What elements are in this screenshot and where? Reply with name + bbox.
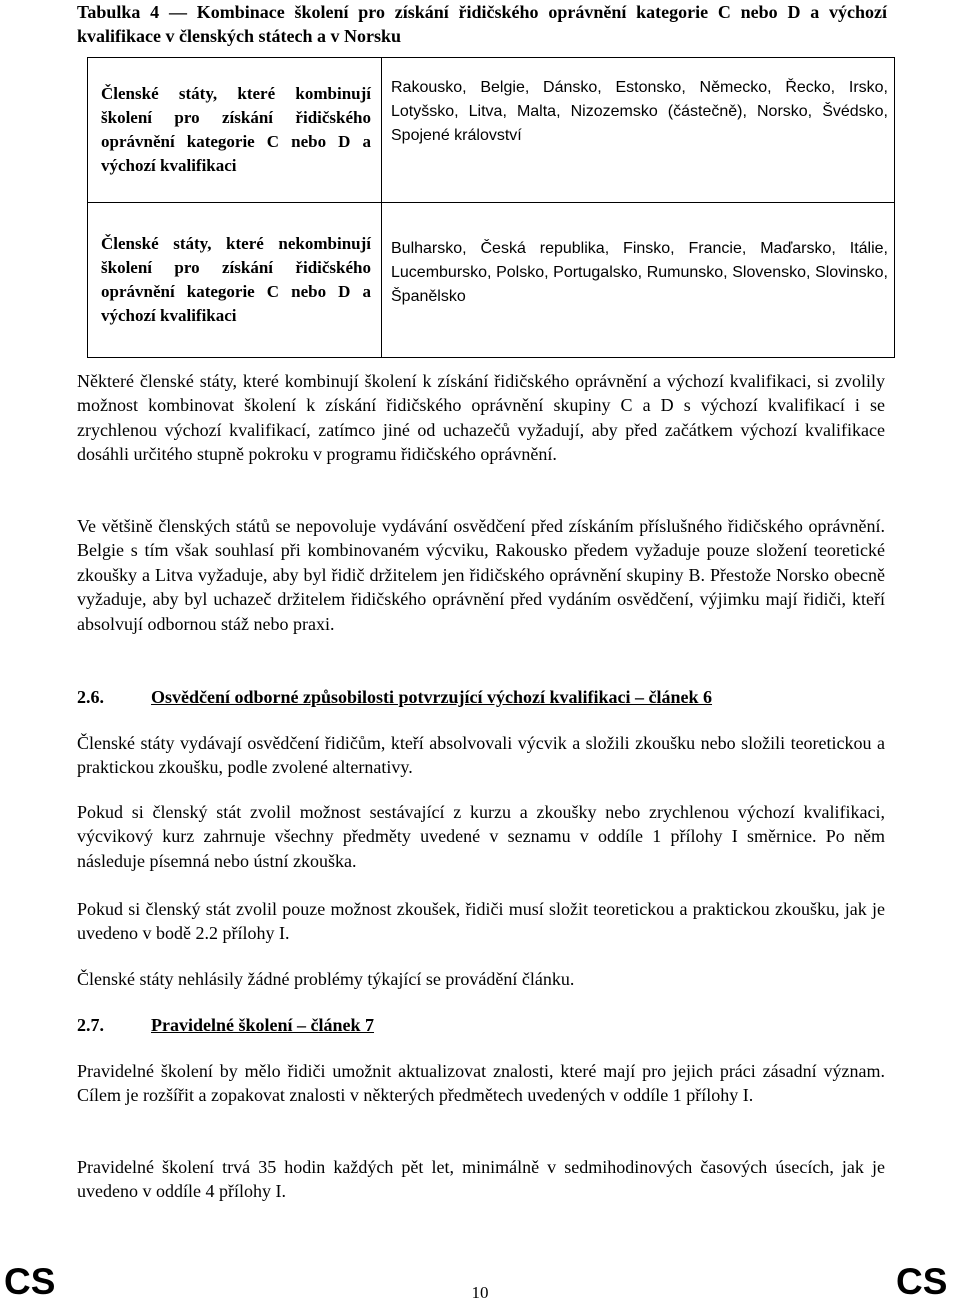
section-number: 2.6. (77, 687, 104, 707)
paragraph-5 (77, 897, 885, 946)
footer-language-code-right: CS (896, 1261, 948, 1302)
paragraph-text: Některé členské státy, které kombinují školení k získání řidičského oprávnění a výchozí kvalifikaci, si zvolily možnost kombinovat školení k získání řidičského oprávnění skupiny C a D s výchozí kvalifikací i se zrychlenou výchozí kvalifikací, zatímco jiné od uchazečů vyžadují, aby před začátkem výchozí kvalifikace dosáhli určitého stupně pokroku v programu řidičského oprávnění. (77, 371, 885, 465)
table-row (88, 203, 895, 358)
paragraph-text: Ve většině členských států se nepovoluje vydávání osvědčení před získáním příslušného řidičského oprávnění. Belgie s tím však souhlasí při kombinovaném výcviku, Rakousko předem vyžaduje pouze složení teoretické zkoušky a Litva vyžaduje, aby byl řidič držitelem jen řidičského oprávnění skupiny B. Přestože Norsko obecně vyžaduje, aby byl uchazeč držitelem řidičského oprávnění před vydáním osvědčení, výjimku mají řidiči, kteří absolvují odbornou stáž nebo praxi. (77, 516, 885, 634)
table-row (88, 58, 895, 203)
paragraph-text: Členské státy vydávají osvědčení řidičům, kteří absolvovali výcvik a složili zkoušku nebo složili teoretickou a praktickou zkoušku, podle zvolené alternativy. (77, 733, 885, 778)
paragraph-text: Pokud si členský stát zvolil možnost sestávající z kurzu a zkoušky nebo zrychlenou výchozí kvalifikaci, výcvikový kurz zahrnuje všechny předměty uvedené v seznamu v oddíle 1 přílohy I směrnice. Po něm následuje písemná nebo ústní zkouška. (77, 802, 885, 871)
member-states-table (87, 57, 895, 358)
paragraph-4 (77, 800, 885, 873)
paragraph-8 (77, 1155, 885, 1204)
footer-language-code-left: CS (4, 1261, 56, 1302)
section-title: Pravidelné školení – článek 7 (151, 1015, 375, 1035)
table-row-value (382, 203, 895, 358)
paragraph-text: Pokud si členský stát zvolil pouze možnost zkoušek, řidiči musí složit teoretickou a praktickou zkoušku, jak je uvedeno v bodě 2.2 přílohy I. (77, 899, 885, 944)
paragraph-3 (77, 731, 885, 780)
paragraph-text: Pravidelné školení trvá 35 hodin každých pět let, minimálně v sedmihodinových časových úsecích, jak je uvedeno v oddíle 4 přílohy I. (77, 1157, 885, 1202)
section-title: Osvědčení odborné způsobilosti potvrzující výchozí kvalifikaci – článek 6 (151, 687, 713, 707)
section-number: 2.7. (77, 1015, 104, 1035)
paragraph-6 (77, 967, 885, 991)
table-caption: Tabulka 4 — Kombinace školení pro získání řidičského oprávnění kategorie C nebo D a výchozí kvalifikace v členských státech a v Norsku (77, 2, 887, 46)
page-number: 10 (471, 1283, 489, 1302)
paragraph-1 (77, 369, 885, 467)
table-row-value-text: Rakousko, Belgie, Dánsko, Estonsko, Německo, Řecko, Irsko, Lotyšsko, Litva, Malta, Nizozemsko (částečně), Norsko, Švédsko, Spojené království (391, 79, 888, 144)
section-heading-2-7 (77, 1013, 374, 1037)
table-row-label: Členské státy, které kombinují školení pro získání řidičského oprávnění kategorie C nebo D a výchozí kvalifikaci (88, 58, 382, 203)
table-row-value-text: Bulharsko, Česká republika, Finsko, Francie, Maďarsko, Itálie, Lucembursko, Polsko, Portugalsko, Rumunsko, Slovensko, Slovinsko, Španělsko (391, 240, 888, 305)
paragraph-7 (77, 1059, 885, 1108)
section-heading-2-6 (77, 685, 712, 709)
paragraph-2 (77, 514, 885, 636)
paragraph-text: Členské státy nehlásily žádné problémy týkající se provádění článku. (77, 969, 575, 989)
paragraph-text: Pravidelné školení by mělo řidiči umožnit aktualizovat znalosti, které mají pro jejich práci zásadní význam. Cílem je rozšířit a zopakovat znalosti v některých předmětech uvedených v oddíle 1 přílohy I. (77, 1061, 885, 1106)
table-row-label: Členské státy, které nekombinují školení pro získání řidičského oprávnění kategorie C nebo D a výchozí kvalifikaci (88, 203, 382, 358)
table-row-value (382, 58, 895, 203)
